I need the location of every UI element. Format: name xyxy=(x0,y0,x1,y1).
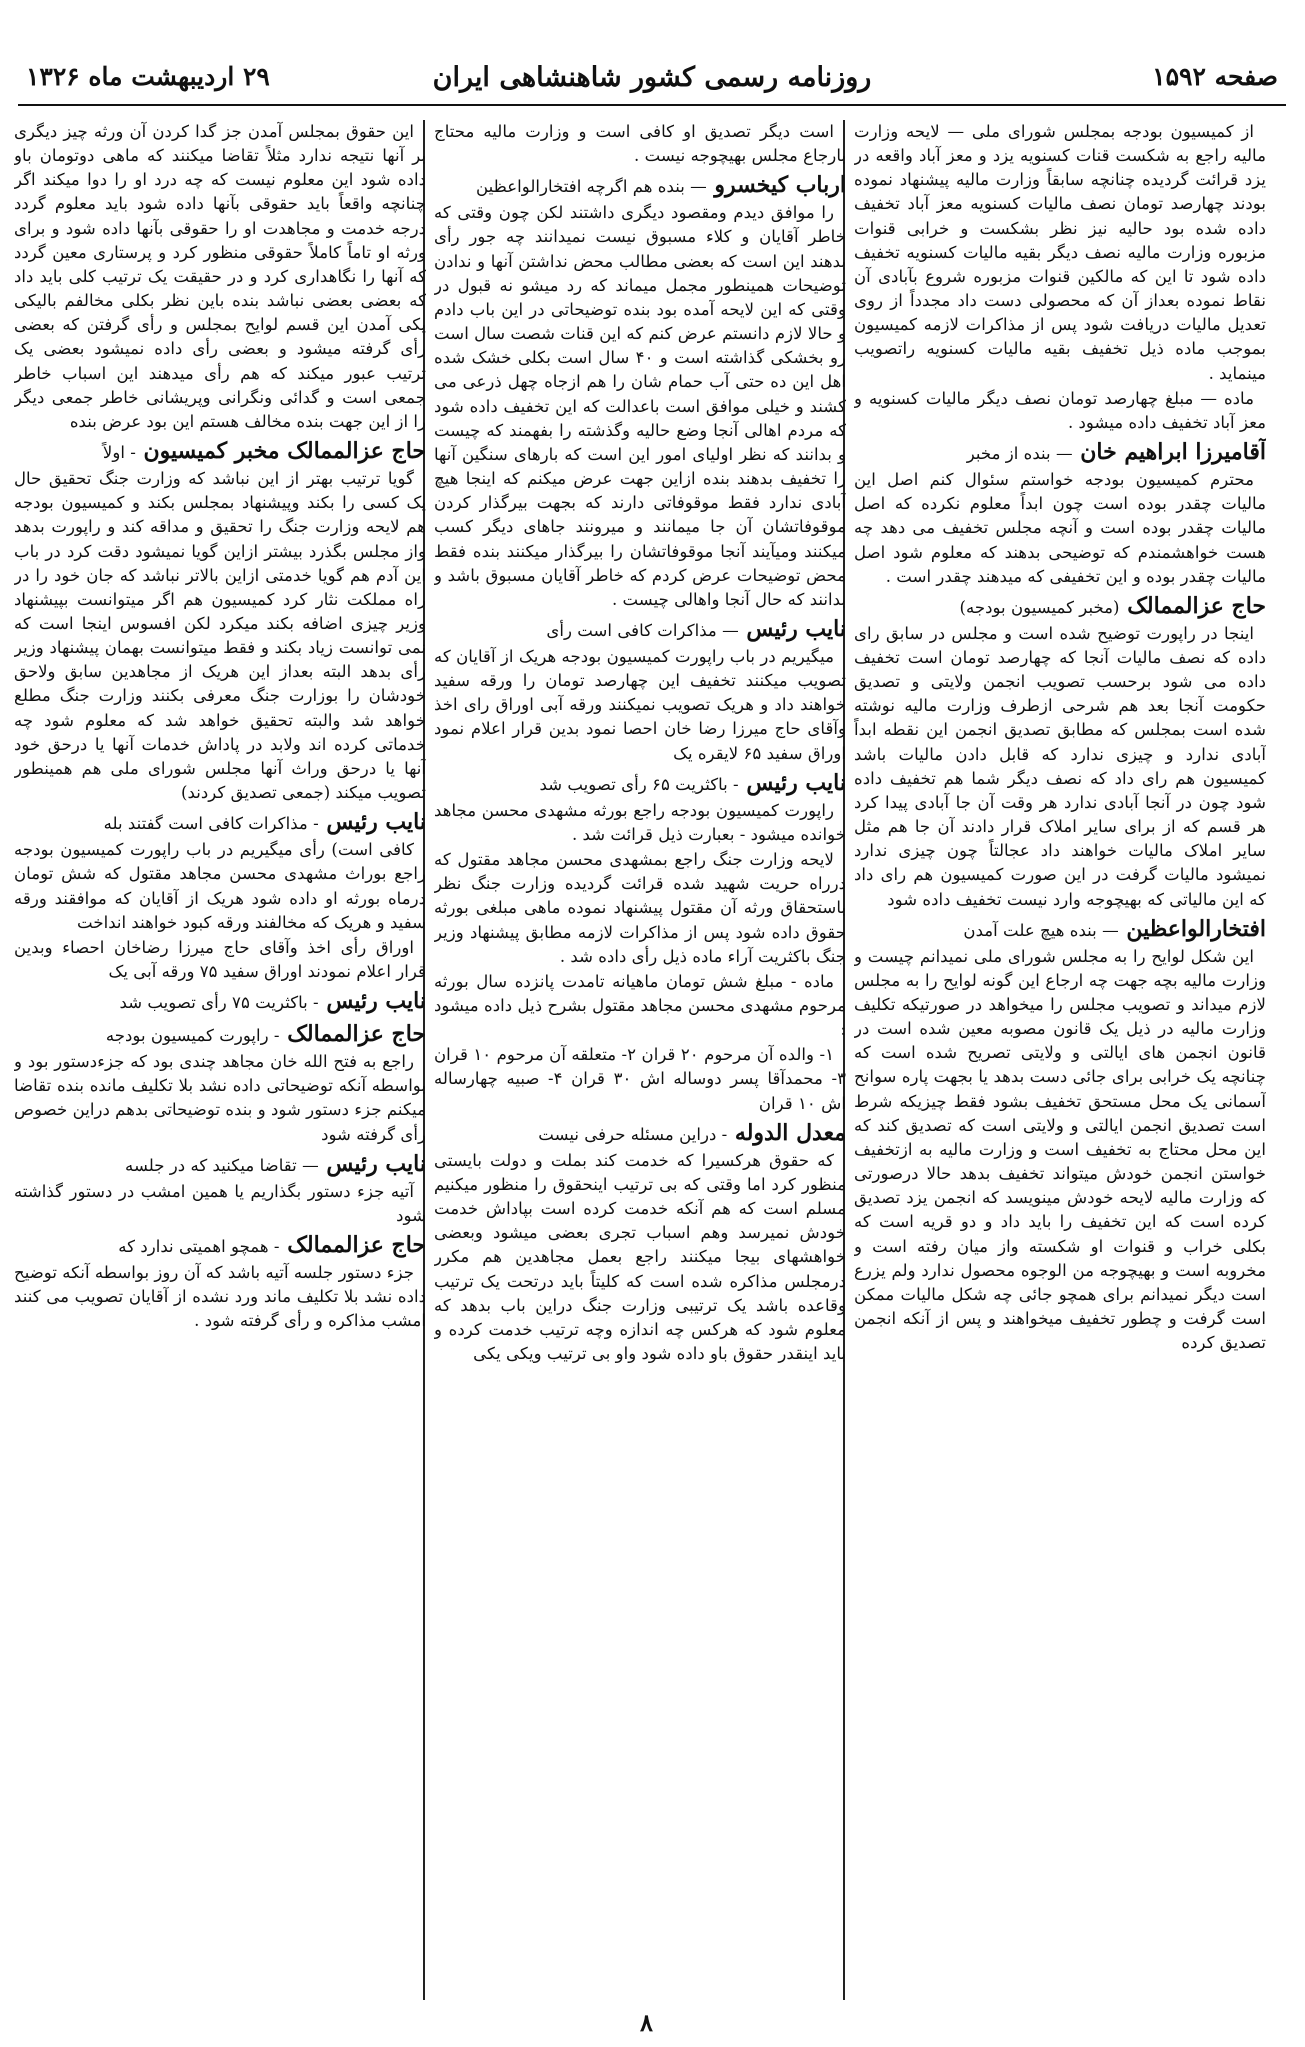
speaker-note: (مخبر کمیسیون بودجه) xyxy=(959,597,1120,617)
speaker-name: حاج عزالممالک مخبر کمیسیون xyxy=(143,438,426,465)
paragraph: گویا ترتیب بهتر از این نباشد که وزارت جنگ تحقیق حال یک کسی را بکند وپیشنهاد بمجلس بکند و کمیسیون بودجه هم لایحه وزارت جنگ را تحقیق و مداقه کند و راپورت بدهد واز مجلس بگذرد بیشتر ازاین گویا نمیشود دقت کرد در باب این آدم هم گویا خدمتی ازاین بالاتر نباشد که جان خود را در راه مملکت نثار کرد کمیسیون هم اگر میتوانست بپیشنهاد وزیر چیزی اضافه بکند میکرد لکن افسوس اینجا است که نمی توانست زیاد بکند و فقط میتوانست بهمان پیشنهاد وزیر رأی بدهد البته بعداز این هریک از مجاهدین سابق ولاحق خودشان را بوزارت جنگ معرفی بکنند وزارت جنگ مطلع خواهد شد والبته تحقیق خواهد شد که معلوم شود چه خدماتی کرده اند ولابد در پاداش خدمات آنها یا درحق خود آنها یا درحق وراث آنها مجلس شورای ملی هم همینطور تصویب میکند (جمعی تصدیق کردند) xyxy=(14,469,426,803)
speaker-heading xyxy=(14,808,426,838)
speaker-name: حاج عزالممالک xyxy=(1127,592,1266,619)
speaker-note: - باکثریت ۶۵ رأی تصویب شد xyxy=(539,774,739,794)
speaker-name: نایب رئیس xyxy=(326,1150,426,1177)
speaker-note: - دراین مسئله حرفی نیست xyxy=(538,1124,728,1144)
speaker-heading xyxy=(434,171,846,201)
speaker-name: معدل الدوله xyxy=(734,1119,846,1146)
speaker-heading xyxy=(14,1231,426,1261)
paragraph: این شکل لوایح را به مجلس شورای ملی نمیدانم چیست و وزارت مالیه بچه جهت چه ارجاع این گونه لوایح را به مجلس لازم میداند و تصویب مجلس را میخواهد در صورتیکه تکلیف وزارت مالیه در ذیل یک قانون مصوبه معین شده است در قانون انجمن های ایالتی و ولایتی تصریح شده است که چنانچه یک خرابی برای جائی دست بدهد یا بجهت پاره سوانح آسمانی یک محل مستحق تخفیف بشود فقط چیزیکه شرط است تصدیق انجمن ایالتی و ولایتی است که تصدیق کند که این محل محتاج به تخفیف است و وزارت مالیه به ازتخفیف خواستن انجمن خودش میتواند تخفیف بدهد حالا درصورتی که وزارت مالیه لایحه خودش مینویسد که انجمن یزد تصدیق کرده است که این تخفیف را باید داد و دو قریه است که بکلی خراب و قنوات او شکسته واز میان رفته است و مخروبه است و بهیچوجه من الوجوه محصول ندارد ولم یزرع است دیگر نمیدانم برای همچو جائی چه شکل مالیات ممکن است گرفت و چطور تخفیف میخواهند و پس از آنکه انجمن تصدیق کرده xyxy=(854,946,1266,1353)
column-right xyxy=(854,120,1266,2000)
paragraph: ۱- والده آن مرحوم ۲۰ قران ۲- متعلقه آن مرحوم ۱۰ قران ۳- محمدآقا پسر دوساله اش ۳۰ قران ۴- صبیه چهارساله اش ۱۰ قران xyxy=(434,1045,846,1113)
speaker-heading xyxy=(854,915,1266,945)
speaker-heading xyxy=(854,438,1266,468)
speaker-name: نایب رئیس xyxy=(746,769,846,796)
speaker-name: ارباب کیخسرو xyxy=(714,172,846,199)
speaker-name: نایب رئیس xyxy=(746,615,846,642)
speaker-heading xyxy=(14,437,426,467)
speaker-note: - مذاکرات کافی است گفتند بله xyxy=(103,814,319,834)
speaker-name: افتخارالواعظین xyxy=(1126,915,1266,942)
paragraph: راپورت کمیسیون بودجه راجع بورثه مشهدی محسن مجاهد خوانده میشود - بعبارت ذیل قرائت شد . xyxy=(434,800,846,844)
speaker-note: — بنده هم اگرچه افتخارالواعظین xyxy=(476,177,707,197)
page-header xyxy=(18,22,1286,106)
speaker-note: — بنده هیچ علت آمدن xyxy=(963,920,1119,940)
speaker-name: حاج عزالممالک xyxy=(287,1021,426,1048)
speaker-note: — مذاکرات کافی است رأی xyxy=(546,620,739,640)
newspaper-title: روزنامه رسمی کشور شاهنشاهی ایران xyxy=(432,62,872,93)
speaker-heading xyxy=(434,1119,846,1149)
page-number: ۸ xyxy=(640,2008,653,2037)
column-middle xyxy=(434,120,846,2000)
speaker-note: — تقاضا میکنید که در جلسه xyxy=(125,1155,319,1175)
paragraph: محترم کمیسیون بودجه خواستم سئوال کنم اصل این مالیات چقدر بوده است چون ابداً معلوم نکرده که اصل مالیات چقدر بوده است و آنچه مجلس تخفیف می دهد چه هست خواهشمندم که توضیحی بدهند که معلوم شود اصل مالیات چقدر بوده و این تخفیفی که میدهند چقدر است . xyxy=(854,470,1266,586)
speaker-note: - همچو اهمیتی ندارد که xyxy=(118,1237,280,1257)
paragraph: میگیریم در باب راپورت کمیسیون بودجه هریک از آقایان که تصویب میکنند تخفیف این چهارصد تومان را ورقه سفید خواهند داد و هریک تصویب نمیکنند ورقه آبی اوراق رای اخذ وآقای حاج میرزا رضا خان احصا نمود بدین قرار اعلام نمود اوراق سفید ۶۵ لایقره یک xyxy=(434,646,846,763)
paragraph: را موافق دیدم ومقصود دیگری داشتند لکن چون وقتی که خاطر آقایان و کلاء مسبوق نیست نمیدانند چه جور رأی بدهند این است که بعضی مطالب محض نداشتن آنها و ندادن توضیحات همینطور مجمل میماند که رد میشو نه قبول در وقتی که این لایحه آمده بود بنده توضیحاتی در این باب دادم و حالا لازم دانستم عرض کنم که این قنات شصت سال است رو بخشکی گذاشته است و ۴۰ سال است بکلی خشک شده اهل این ده حتی آب حمام شان را هم ازجاه چهل ذرعی می کشند و خیلی موافق است باعدالت که این تخفیف داده شود که مردم اهالی آنجا وضع حالیه وگذشته را بفهمند که چیست و بدانند که نظر اولیای امور این است که بارهای سنگین آنها را تخفیف بدهند بنده ازاین جهت عرض میکنم که اینجا هیچ آبادی ندارد فقط موقوفاتی دارند که بجهت بیرگذار کردن موقوفاتشان آن جا میمانند و میرونند جاهای دیگر کسب میکنند ومیآیند آنجا موقوفاتشان را بیرگذار میکنند بنده فقط محض توضیحات عرض کردم که خاطر آقایان مسبوق باشد و بدانند که حال آنجا واهالی چیست . xyxy=(434,203,846,609)
paragraph: جزء دستور جلسه آتیه باشد که آن روز بواسطه آنکه توضیح داده نشد بلا تکلیف ماند ورد نشده از آقایان تصویب می کنند امشب مذاکره و رأی گرفته شود . xyxy=(14,1263,426,1331)
speaker-note: - اولاً xyxy=(102,443,136,463)
speaker-name: نایب رئیس xyxy=(326,988,426,1015)
column-left xyxy=(14,120,426,2000)
speaker-heading xyxy=(14,1020,426,1050)
speaker-note: - راپورت کمیسیون بودجه xyxy=(105,1026,280,1046)
paragraph: اینجا در راپورت توضیح شده است و مجلس در سابق رای داده که نصف مالیات آنجا که چهارصد تومان است تخفیف داده می شود برحسب تصویب انجمن ولایتی و تصدیق حکومت آنجا بعد هم شرحی ازطرف وزارت مالیه نوشته شده است بمجلس که مطابق تصدیق انجمن این نقطه ابداً آبادی ندارد و چیزی ندارد که قابل دادن مالیات باشد کمیسیون هم رای داد که نصف دیگر شما هم تخفیف داده شود چون در آنجا آبادی ندارد هر وقت آن جا آبادی پیدا کرد هر قسم که از برای سایر املاک قرار دادند آن جا هم مثل سایر املاک مالیات خواهند داد عجالتاً چون چیزی ندارد نمیشود مالیات گرفت در این صورت کمیسیون هم رای داد که این مالیاتی که بهیچوجه وارد نیست تخفیف داده شود xyxy=(854,623,1266,909)
paragraph: ماده - مبلغ شش تومان ماهیانه تامدت پانزده سال بورثه مرحوم مشهدی محسن مجاهد مقتول بشرح ذیل داده میشود : xyxy=(434,971,846,1040)
speaker-name: نایب رئیس xyxy=(326,809,426,836)
paragraph: این حقوق بمجلس آمدن جز گدا کردن آن ورثه چیز دیگری بر آنها نتیجه ندارد مثلاً تقاضا میکنند که ماهی دوتومان باو داده شود این معلوم نیست که چه درد او را دوا میکند اگر چنانچه واقعاً باید حقوقی بآنها داده شود باید معلوم گردد درجه خدمت و مجاهدت او را حقوقی بآنها داده شود و برای ورثه او تاماً کاملاً حقوقی منظور کرد و پرستاری معین گردد که آنها را نگاهداری کرد و در حقیقت یک ترتیب کلی باید داد که بعضی بعضی نباشد بنده باین نظر بکلی مخالفم بالیکی یکی آمدن این قسم لوایح بمجلس و رأی گرفتن که بعضی رأی گرفته میشود و بعضی رأی داده نمیشود بعضی یک ترتیب عبور میکند که هم رأی میدهند این اسباب خاطر جمعی است و گدائی ونگرانی وپریشانی خاطر جمعی دیگر را از این جهت بنده مخالف هستم این بود عرض بنده xyxy=(14,122,426,431)
speaker-heading xyxy=(14,987,426,1017)
speaker-heading xyxy=(854,592,1266,622)
paragraph: راجع به فتح الله خان مجاهد چندی بود که جزءدستور بود و بواسطه آنکه توضیحاتی داده نشد بلا تکلیف مانده بنده تقاضا میکنم جزء دستور شود و بنده توضیحاتی بدهم دراین خصوص رأی گرفته شود xyxy=(14,1052,426,1144)
paragraph: ماده — مبلغ چهارصد تومان نصف دیگر مالیات کسنویه و معز آباد تخفیف داده میشود . xyxy=(854,388,1266,432)
speaker-heading xyxy=(434,769,846,799)
paragraph: است دیگر تصدیق او کافی است و وزارت مالیه محتاج بارجاع مجلس بهیچوجه نیست . xyxy=(434,122,846,166)
paragraph: اوراق رأی اخذ وآقای حاج میرزا رضاخان احصاء وبدین قرار اعلام نمودند اوراق سفید ۷۵ ورقه آبی یک xyxy=(14,937,426,981)
speaker-note: — بنده از مخبر xyxy=(966,444,1073,464)
paragraph: از کمیسیون بودجه بمجلس شورای ملی — لایحه وزارت مالیه راجع به شکست قنات کسنویه یزد و معز آباد واقعه در یزد قرائت گردیده چنانچه سابقاً وزارت مالیه پیشنهاد نموده بودند چهارصد تومان نصف مالیات کسنویه معز آباد تخفیف داده شده بود حالیه نیز نظر بشکست و خرابی قنوات مزبوره وزارت مالیه نصف دیگر بقیه مالیات کسنویه تخفیف داده شود تا این که مالکین قنوات مزبوره شروع بآبادی آن نقاط نموده بعداز آن که محصولی دست داد مجدداً از روی تعدیل مالیات دریافت شود پس از مذاکرات لازمه کمیسیون بموجب ماده ذیل تخفیف بقیه مالیات کسنویه راتصویب مینماید . xyxy=(854,122,1266,383)
paragraph: که حقوق هرکسیرا که خدمت کند بملت و دولت بایستی منظور کرد اما وقتی که بی ترتیب اینحقوق را منظور میکنیم مسلم است که هم آنکه خدمت کرده است بپاداش خدمت خودش نمیرسد وهم اسباب تجری بعضی میشود وبعضی خواهشهای بیجا میکنند راجع بعمل مجاهدین هم مکرر درمجلس مذاکره شده است که کلیتاً باید درتحت یک ترتیب وقاعده باشد یک ترتیبی وزارت جنگ دراین باب بدهد که معلوم شود که هرکس چه اندازه وچه ترتیب خدمت کرده و باید اینقدر حقوق باو داده شود واو بی ترتیب ویکی یکی xyxy=(434,1150,846,1364)
speaker-heading xyxy=(14,1150,426,1180)
speaker-note: - باکثریت ۷۵ رأی تصویب شد xyxy=(119,993,319,1013)
speaker-heading xyxy=(434,615,846,645)
issue-date: ۲۹ اردیبهشت ماه ۱۳۲۶ xyxy=(26,62,270,91)
speaker-name: آقامیرزا ابراهیم خان xyxy=(1080,439,1266,466)
paragraph: کافی است) رأی میگیریم در باب راپورت کمیسیون بودجه راجع بوراث مشهدی محسن مجاهد مقتول که شش تومان درماه بورثه او داده شود هریک از آقایان که موافقند ورقه سفید و هریک که مخالفند ورقه کبود خواهند انداخت xyxy=(14,840,426,932)
page-label: صفحه ۱۵۹۲ xyxy=(1152,62,1278,91)
paragraph: لایحه وزارت جنگ راجع بمشهدی محسن مجاهد مقتول که درراه حریت شهید شده قرائت گردیده وزارت جنگ نظر باستحقاق ورثه آن مقتول پیشنهاد نموده ماهی مبلغی بورثه حقوق داده شود پس از مذاکرات لازمه مطابق پیشنهاد وزیر جنگ باکثریت آراء ماده ذیل رأی داده شد . xyxy=(434,850,846,966)
speaker-name: حاج عزالممالک xyxy=(287,1232,426,1259)
paragraph: آتیه جزء دستور بگذاریم یا همین امشب در دستور گذاشته شود xyxy=(14,1181,426,1225)
